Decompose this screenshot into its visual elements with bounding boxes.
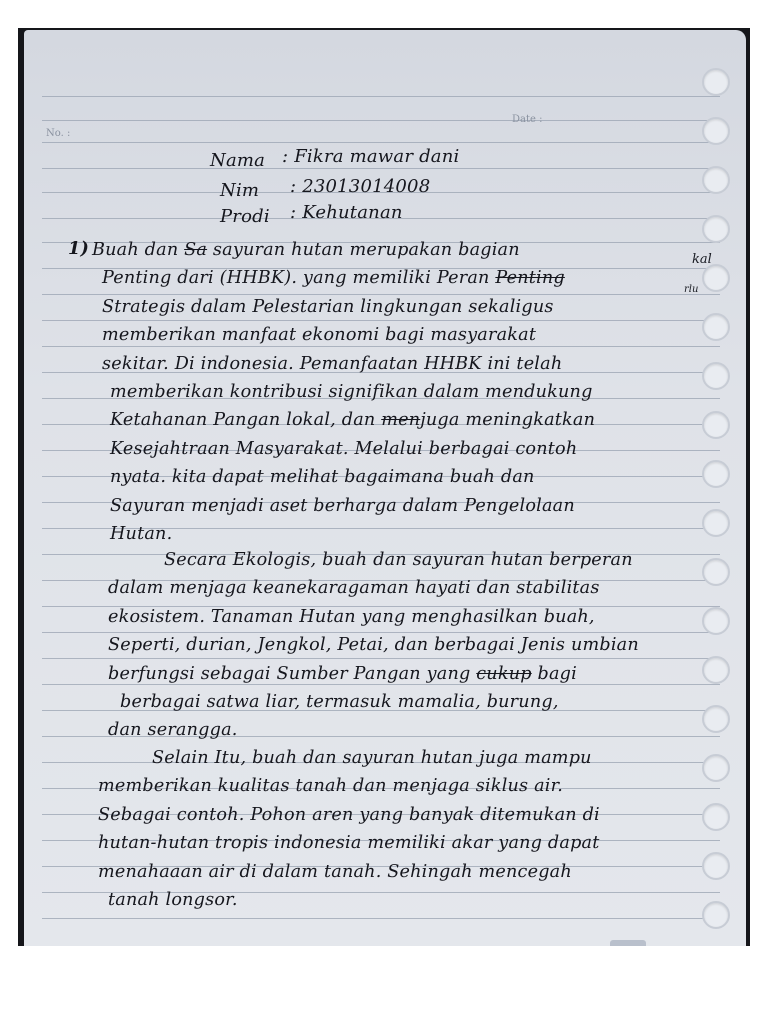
binder-hole — [702, 754, 730, 782]
text-line: menahaaan air di dalam tanah. Sehingah mencegah — [98, 861, 572, 882]
ruled-line — [42, 918, 720, 919]
notebook-page — [24, 30, 746, 946]
binder-hole — [702, 460, 730, 488]
text-line: Penting dari (HHBK). yang memiliki Peran Penting — [102, 268, 565, 289]
text-line: Buah dan Sa sayuran hutan merupakan bagian — [92, 240, 520, 260]
page-tab — [610, 940, 646, 946]
ruled-line — [42, 658, 720, 659]
binder-hole — [702, 313, 730, 341]
prodi-value: : Kehutanan — [290, 202, 403, 223]
text-line: Ketahanan Pangan lokal, dan menjuga meningkatkan — [110, 410, 596, 431]
text-line: Kesejahtraan Masyarakat. Melalui berbagai contoh — [110, 438, 578, 459]
text-line: Selain Itu, buah dan sayuran hutan juga mampu — [152, 748, 592, 768]
binder-hole — [702, 852, 730, 880]
struck-word: Penting — [495, 268, 565, 289]
binder-hole — [702, 68, 730, 96]
binder-hole — [702, 264, 730, 292]
margin-note: rlu — [684, 284, 699, 295]
text-line: Hutan. — [110, 524, 173, 544]
ruled-line — [42, 96, 720, 97]
struck-word: cukup — [476, 663, 532, 684]
text-line: memberikan kualitas tanah dan menjaga siklus air. — [98, 776, 564, 797]
name-value: : Fikra mawar dani — [282, 146, 460, 167]
struck-word: men — [381, 410, 421, 431]
question-number: 1) — [68, 238, 89, 259]
text-line: Sayuran menjadi aset berharga dalam Pengelolaan — [110, 495, 575, 516]
ruled-line — [42, 142, 720, 143]
ruled-line — [42, 632, 720, 633]
text-line: sekitar. Di indonesia. Pemanfaatan HHBK ini telah — [102, 353, 563, 374]
text-line: ekosistem. Tanaman Hutan yang menghasilkan buah, — [108, 606, 595, 627]
text-line: dalam menjaga keanekaragaman hayati dan stabilitas — [108, 578, 600, 599]
margin-note: kal — [692, 252, 712, 267]
binder-hole — [702, 362, 730, 390]
binder-hole — [702, 411, 730, 439]
text-line: dan serangga. — [108, 720, 238, 741]
ruled-line — [42, 120, 720, 121]
ruled-line — [42, 320, 720, 321]
nim-label: Nim — [220, 180, 260, 201]
binder-hole — [702, 705, 730, 733]
photo-frame — [18, 28, 750, 946]
binder-holes — [702, 68, 732, 946]
binder-hole — [702, 166, 730, 194]
binder-hole — [702, 607, 730, 635]
binder-hole — [702, 656, 730, 684]
ruled-line — [42, 168, 720, 169]
text-line: Strategis dalam Pelestarian lingkungan sekaligus — [102, 296, 554, 317]
struck-word: Sa — [184, 240, 208, 260]
text-line: nyata. kita dapat melihat bagaimana buah dan — [110, 467, 535, 488]
binder-hole — [702, 558, 730, 586]
no-label: No. : — [46, 128, 71, 139]
ruled-line — [42, 684, 720, 685]
date-label: Date : — [512, 114, 543, 125]
nim-value: : 23013014008 — [290, 176, 431, 197]
text-line: Sebagai contoh. Pohon aren yang banyak ditemukan di — [98, 804, 600, 825]
ruled-line — [42, 294, 720, 295]
prodi-label: Prodi — [220, 206, 270, 227]
text-line: memberikan manfaat ekonomi bagi masyarakat — [102, 325, 537, 346]
text-line: hutan-hutan tropis indonesia memiliki akar yang dapat — [98, 833, 600, 854]
ruled-line — [42, 346, 720, 347]
binder-hole — [702, 117, 730, 145]
text-line: Secara Ekologis, buah dan sayuran hutan berperan — [164, 550, 633, 570]
text-line: memberikan kontribusi signifikan dalam mendukung — [110, 382, 593, 402]
name-label: Nama — [210, 150, 266, 171]
binder-hole — [702, 803, 730, 831]
binder-hole — [702, 509, 730, 537]
text-line: tanah longsor. — [108, 890, 238, 910]
binder-hole — [702, 215, 730, 243]
text-line: berfungsi sebagai Sumber Pangan yang cukup bagi — [108, 663, 577, 684]
binder-hole — [702, 901, 730, 929]
text-line: berbagai satwa liar, termasuk mamalia, burung, — [120, 692, 559, 712]
text-line: Seperti, durian, Jengkol, Petai, dan berbagai Jenis umbian — [108, 635, 639, 656]
